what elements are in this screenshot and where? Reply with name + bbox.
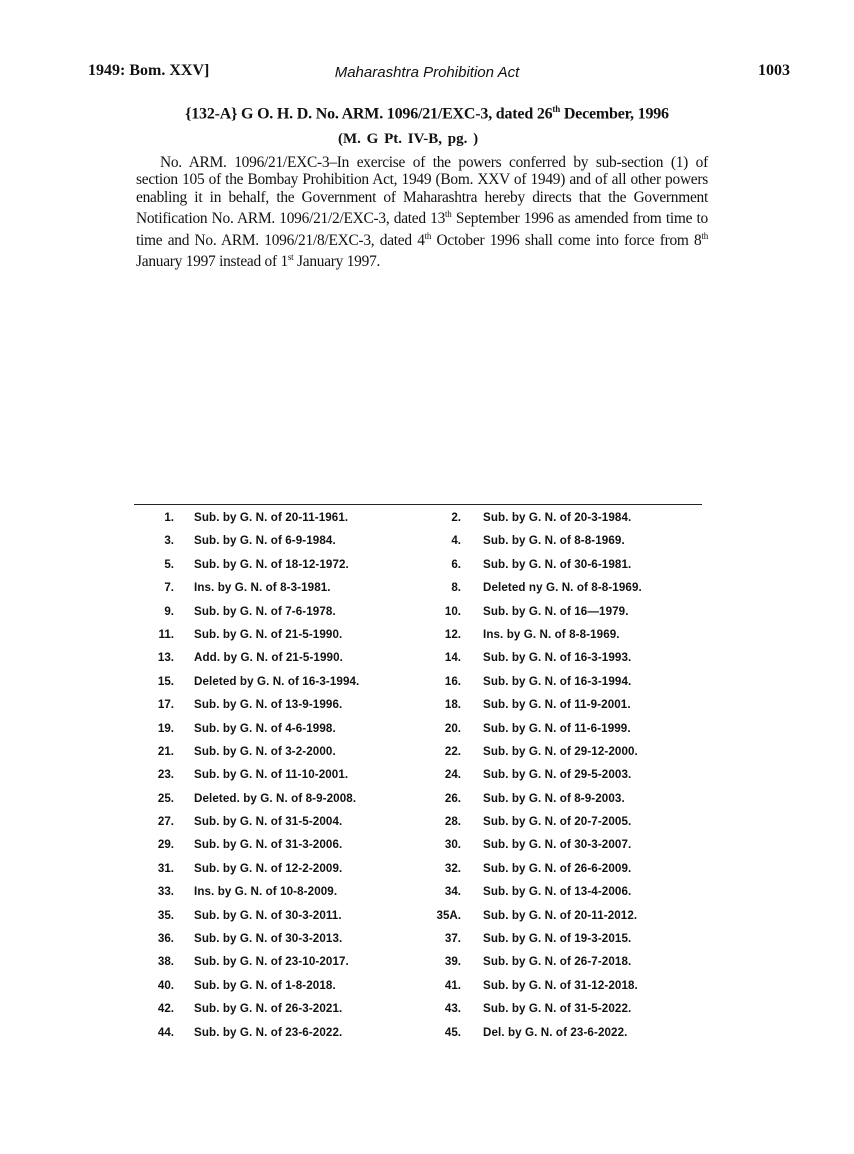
footnote-text: Sub. by G. N. of 16—1979.: [483, 604, 629, 618]
footnote-row: [134, 815, 702, 838]
footnote-number: 25.: [157, 791, 174, 805]
footnote-text: Sub. by G. N. of 11-6-1999.: [483, 721, 631, 735]
footnote-row: [134, 628, 702, 651]
footnote-row: [134, 722, 702, 745]
footnote-text: Sub. by G. N. of 26-7-2018.: [483, 955, 632, 969]
footnote-text: Sub. by G. N. of 26-6-2009.: [483, 861, 632, 875]
footnote-row: [134, 651, 702, 674]
footnote-number: 21.: [157, 744, 174, 758]
footnote-row: [134, 932, 702, 955]
footnote-text: Deleted ny G. N. of 8-8-1969.: [483, 581, 642, 595]
footnote-text: Sub. by G. N. of 30-3-2007.: [483, 838, 632, 852]
footnote-text: Sub. by G. N. of 20-3-1984.: [483, 511, 632, 524]
footnote-number: 28.: [444, 815, 461, 829]
footnote-row: [134, 745, 702, 768]
notification-title: {132-A} G O. H. D. No. ARM. 1096/21/EXC-3, dated 26th December, 1996: [185, 104, 669, 123]
footnote-number: 19.: [157, 721, 174, 735]
footnote-row: [134, 768, 702, 791]
footnote-text: Sub. by G. N. of 21-5-1990.: [194, 627, 343, 641]
footnote-number: 14.: [444, 651, 461, 665]
footnote-text: Sub. by G. N. of 23-6-2022.: [194, 1025, 343, 1039]
page-number: 1003: [758, 62, 790, 79]
footnote-number: 5.: [164, 557, 174, 571]
footnote-text: Sub. by G. N. of 12-2-2009.: [194, 861, 343, 875]
footnote-number: 42.: [157, 1002, 174, 1016]
footnote-text: Sub. by G. N. of 13-4-2006.: [483, 885, 632, 899]
footnote-row: [134, 675, 702, 698]
footnote-number: 9.: [164, 604, 174, 618]
footnote-row: [134, 955, 702, 978]
footnote-text: Sub. by G. N. of 1-8-2018.: [194, 978, 336, 992]
footnote-number: 24.: [444, 768, 461, 782]
footnote-text: Sub. by G. N. of 29-12-2000.: [483, 744, 638, 758]
footnote-number: 37.: [444, 932, 461, 946]
footnote-row: [134, 862, 702, 885]
footnote-number: 22.: [444, 744, 461, 758]
footnote-row: [134, 885, 702, 908]
footnote-text: Sub. by G. N. of 31-3-2006.: [194, 838, 343, 852]
footnote-number: 10.: [444, 604, 461, 618]
footnote-number: 11.: [158, 627, 174, 641]
footnote-number: 1.: [164, 511, 174, 524]
footnote-text: Ins. by G. N. of 8-3-1981.: [194, 581, 331, 595]
footnote-number: 39.: [444, 955, 461, 969]
footnote-row: [134, 698, 702, 721]
footnote-text: Sub. by G. N. of 30-6-1981.: [483, 557, 632, 571]
footnote-number: 32.: [444, 861, 461, 875]
footnote-text: Deleted. by G. N. of 8-9-2008.: [194, 791, 357, 805]
footnote-text: Sub. by G. N. of 20-7-2005.: [483, 815, 632, 829]
footnote-number: 4.: [451, 534, 461, 548]
footnote-number: 45.: [444, 1025, 461, 1039]
act-title: Maharashtra Prohibition Act: [334, 64, 520, 81]
footnote-number: 26.: [444, 791, 461, 805]
footnote-text: Sub. by G. N. of 18-12-1972.: [194, 557, 349, 571]
footnote-number: 30.: [444, 838, 461, 852]
footnotes-list: [134, 511, 702, 1049]
act-citation: 1949: Bom. XXV]: [88, 62, 210, 79]
footnote-text: Sub. by G. N. of 13-9-1996.: [194, 698, 343, 712]
footnote-number: 35.: [157, 908, 174, 922]
footnote-text: Sub. by G. N. of 16-3-1993.: [483, 651, 632, 665]
footnote-row: [134, 838, 702, 861]
footnote-text: Sub. by G. N. of 11-9-2001.: [483, 698, 631, 712]
gazette-reference: (M. G Pt. IV-B, pg. ): [338, 131, 479, 147]
footnote-row: [134, 511, 702, 534]
footnote-row: [134, 1026, 702, 1049]
footnote-number: 43.: [444, 1002, 461, 1016]
footnote-text: Sub. by G. N. of 31-5-2004.: [194, 815, 343, 829]
footnote-number: 17.: [157, 698, 174, 712]
running-head: [0, 62, 854, 86]
footnote-text: Sub. by G. N. of 8-9-2003.: [483, 791, 625, 805]
notification-body: No. ARM. 1096/21/EXC-3–In exercise of the powers conferred by sub-section (1) of section 105 of the Bombay Prohibition Act, 1949 (Bom. XXV of 1949) and of all other powers enabling it in behalf, the Government of Maharashtra hereby directs that the Government Notification No. ARM. 1096/21/2/EXC-3, dated 13th September 1996 as amended from time to time and No. ARM. 1096/21/8/EXC-3, dated 4th October 1996 shall come into force from 8th January 1997 instead of 1st January 1997.: [136, 154, 708, 271]
footnote-number: 13.: [157, 651, 174, 665]
footnote-text: Sub. by G. N. of 19-3-2015.: [483, 932, 632, 946]
footnote-row: [134, 792, 702, 815]
footnote-number: 15.: [157, 674, 174, 688]
footnote-text: Sub. by G. N. of 30-3-2013.: [194, 932, 343, 946]
footnote-number: 16.: [444, 674, 461, 688]
footnote-text: Sub. by G. N. of 31-5-2022.: [483, 1002, 632, 1016]
footnote-number: 36.: [157, 932, 174, 946]
footnote-text: Sub. by G. N. of 8-8-1969.: [483, 534, 625, 548]
footnote-number: 31.: [157, 861, 174, 875]
footnote-number: 29.: [157, 838, 174, 852]
footnote-number: 18.: [444, 698, 461, 712]
footnote-text: Sub. by G. N. of 31-12-2018.: [483, 978, 638, 992]
footnote-number: 40.: [157, 978, 174, 992]
footnote-row: [134, 1002, 702, 1025]
footnote-text: Sub. by G. N. of 30-3-2011.: [194, 908, 342, 922]
footnote-text: Sub. by G. N. of 23-10-2017.: [194, 955, 349, 969]
footnote-number: 7.: [164, 581, 174, 595]
footnote-divider: [134, 504, 702, 505]
footnote-text: Ins. by G. N. of 10-8-2009.: [194, 885, 338, 899]
footnote-row: [134, 558, 702, 581]
footnote-number: 41.: [444, 978, 461, 992]
footnote-text: Sub. by G. N. of 6-9-1984.: [194, 534, 336, 548]
footnote-number: 27.: [157, 815, 174, 829]
footnote-row: [134, 979, 702, 1002]
footnote-number: 12.: [444, 627, 461, 641]
footnote-number: 38.: [157, 955, 174, 969]
footnote-text: Sub. by G. N. of 16-3-1994.: [483, 674, 632, 688]
footnote-text: Ins. by G. N. of 8-8-1969.: [483, 627, 620, 641]
footnote-number: 3.: [164, 534, 174, 548]
footnote-text: Sub. by G. N. of 29-5-2003.: [483, 768, 632, 782]
footnote-text: Del. by G. N. of 23-6-2022.: [483, 1025, 628, 1039]
footnote-row: [134, 534, 702, 557]
footnote-text: Sub. by G. N. of 11-10-2001.: [194, 768, 349, 782]
footnote-number: 20.: [444, 721, 461, 735]
footnote-row: [134, 605, 702, 628]
footnote-number: 34.: [444, 885, 461, 899]
footnote-text: Sub. by G. N. of 20-11-2012.: [483, 908, 638, 922]
footnote-number: 6.: [451, 557, 461, 571]
footnote-row: [134, 909, 702, 932]
footnote-number: 23.: [157, 768, 174, 782]
footnote-number: 44.: [157, 1025, 174, 1039]
footnote-number: 33.: [157, 885, 174, 899]
footnote-number: 8.: [451, 581, 461, 595]
footnote-text: Sub. by G. N. of 26-3-2021.: [194, 1002, 343, 1016]
footnote-number: 35A.: [436, 908, 461, 922]
footnote-text: Sub. by G. N. of 3-2-2000.: [194, 744, 336, 758]
footnote-text: Sub. by G. N. of 20-11-1961.: [194, 511, 349, 524]
footnote-row: [134, 581, 702, 604]
footnote-text: Deleted by G. N. of 16-3-1994.: [194, 674, 360, 688]
footnote-text: Add. by G. N. of 21-5-1990.: [194, 651, 343, 665]
footnote-text: Sub. by G. N. of 4-6-1998.: [194, 721, 336, 735]
footnote-text: Sub. by G. N. of 7-6-1978.: [194, 604, 336, 618]
footnote-number: 2.: [451, 511, 461, 524]
